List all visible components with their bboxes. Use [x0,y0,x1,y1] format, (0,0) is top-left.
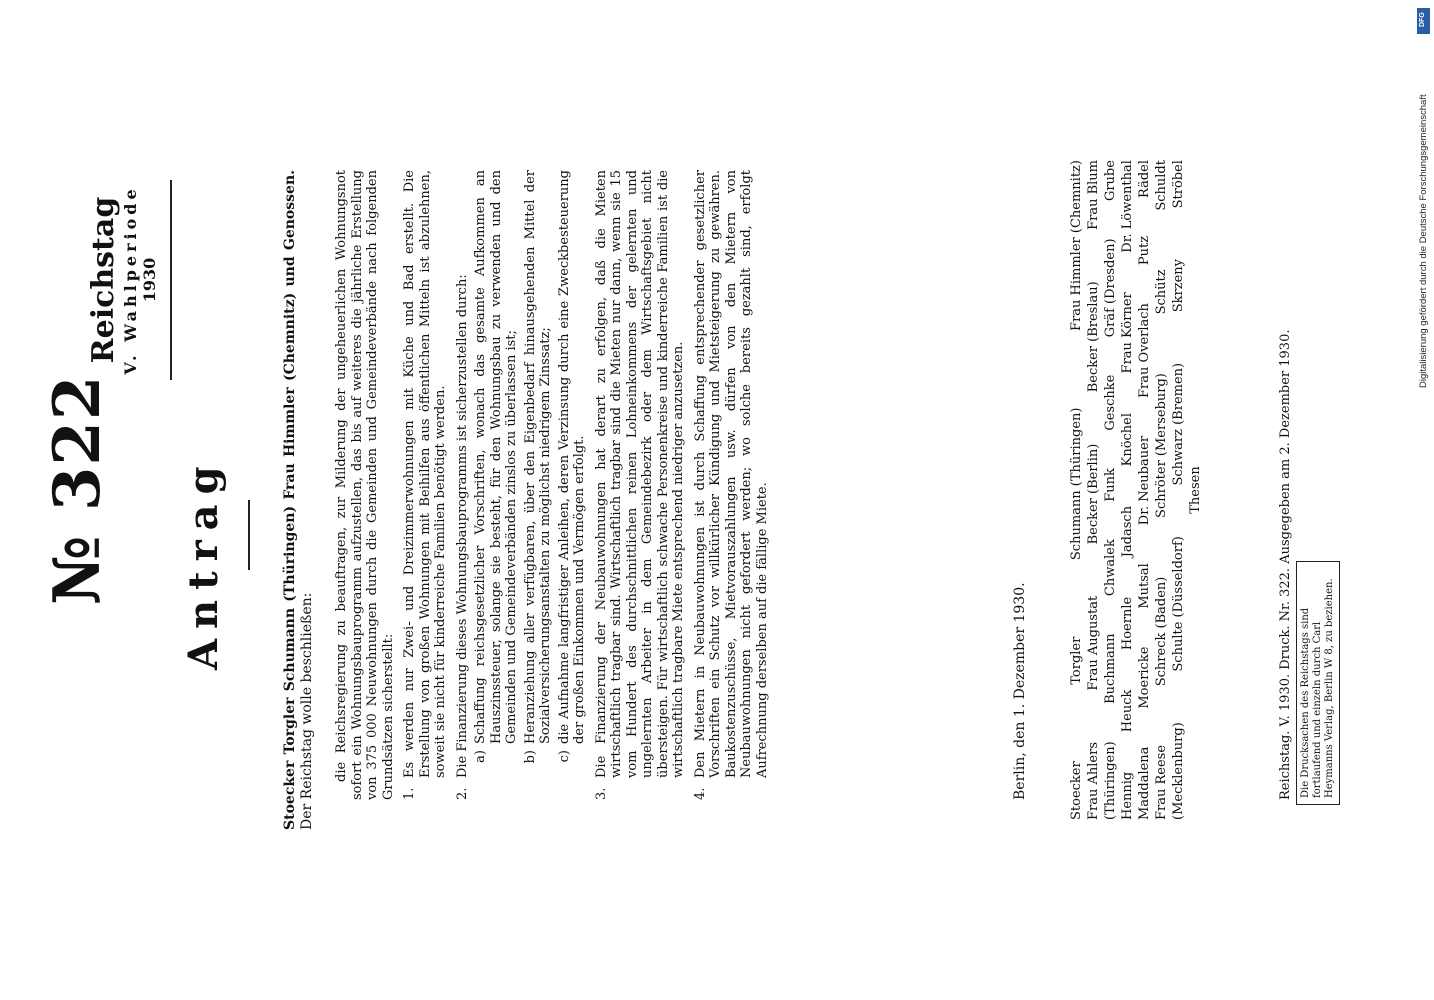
signer: Schuldt [1154,160,1169,211]
signers-row [1068,160,1085,820]
signer: Schwarz (Bremen) [1171,362,1186,486]
item-text: Die Finanzierung der Neubauwohnungen hat derart zu erfolgen, daß die Mieten wirtschaftlich tragbar sind. Wirtschaftlich tragbar sind die Mieten nur dann, wenn sie 15 vom Hundert des durchschnittlichen reinen Lohneinkommens der gelernten und ungelernten Arbeiter in dem Gemeindebezirk oder dem Wirtschaftsgebiet nicht übersteigen. Für wirtschaftlich schwache Personenkreise und kinderreiche Familien ist die wirtschaftlich tragbare Miete entsprechend niedriger anzusetzen. [593,170,686,778]
subitem-a [473,170,520,778]
signer: Dr. Löwenthal [1120,160,1135,253]
signer: Jadasch [1120,505,1135,558]
signer: Funk [1103,468,1118,502]
signers-row [1136,160,1153,820]
signers-row [1119,160,1136,820]
signers-row [1153,160,1170,820]
signer: Schreck (Baden) [1154,576,1169,687]
signer: Dr. Neubauer [1137,435,1152,526]
motion-body [334,170,770,800]
subitem-text: die Aufnahme langfristiger Anleihen, deren Verzinsung durch eine Zweckbesteuerung der großen Einkommen und Vermögen erfolgt. [556,170,587,744]
signer: Moericke [1137,646,1152,709]
signer: Knöchel [1120,412,1135,467]
signer: Hennig [1120,771,1135,820]
signer: Skrzeny [1171,259,1186,313]
signer: Ströbel [1171,160,1186,209]
signer: Schröter (Merseburg) [1154,373,1169,518]
signer: (Mecklenburg) [1171,722,1186,820]
signer: Frau Overlach [1137,303,1152,399]
subitem-label: b) [522,750,538,764]
header-rule [170,180,172,380]
signers-list [1068,160,1204,820]
signer: Becker (Berlin) [1086,443,1101,545]
resolution-text: Der Reichstag wolle beschließen: [299,592,315,830]
item-text: Den Mietern in Neubauwohnungen ist durch Schaffung entsprechender gesetzlicher Vorschriften ein Schutz vor willkürlicher Kündigung und Mietsteigerung zu gewähren. Baukostenzuschüsse, Mietvorauszahlungen usw. dürfen von den Mietern von Neubauwohnungen nicht gefordert werden; wo solche bereits gezahlt sind, erfolgt Aufrechnung derselben auf die fällige Miete. [692,170,770,778]
footer-line: Reichstag. V. 1930. Druck. Nr. 322. Ausgegeben am 2. Dezember 1930. [1278,329,1293,800]
subitem-text: Heranziehung aller verfügbaren, über den Eigenbedarf hinausgehenden Mittel der Sozialversicherungsanstalten zu möglichst niedrigem Zinssatz; [522,170,553,744]
footer-notice-box: Die Drucksachen des Reichstags sind fortlaufend und einzeln durch Carl Heymanns Verlag, Berlin W 8, zu beziehen. [1296,561,1340,805]
signer: Chwalek [1103,539,1118,597]
signer: Buchmann [1103,633,1118,704]
signer: Thesen [1188,466,1203,514]
item-4 [693,170,771,800]
document-heading: Antrag [180,456,227,670]
signer: Frau Augustat [1086,595,1101,691]
signer: Becker (Breslau) [1086,281,1101,393]
signers-row [1170,160,1187,820]
item-2 [455,170,588,800]
item-number: 2. [454,787,470,800]
digitization-note-text: Digitalisierung gefördert durch die Deutsche Forschungsgemeinschaft [1418,94,1429,388]
subitem-text: Schaffung reichsgesetzlicher Vorschriften, wonach das gesamte Aufkommen an Hauszinssteuer, solange sie besteht, für den Wohnungsbau zu verwenden und den Gemeinden und Gemeindeverbänden zinslos zu überlassen ist; [473,170,519,744]
signer: Heuck [1120,689,1135,733]
item-1 [402,170,449,800]
signer: Frau Blum [1086,160,1101,230]
signer: Grube [1103,160,1118,202]
signer: Hoernle [1120,596,1135,651]
subitem-label: c) [556,750,572,763]
signer: Geschke [1103,374,1118,431]
subitem-label: a) [473,750,488,763]
signer: Rädel [1137,160,1152,199]
signer: Schulte (Düsseldorf) [1171,536,1186,672]
signer: (Thüringen) [1103,741,1118,820]
signers-inline: Stoecker Torgler Schumann (Thüringen) Frau Himmler (Chemnitz) und Genossen. [282,170,298,830]
item-number: 4. [692,787,708,800]
signer: Schumann (Thüringen) [1069,407,1084,561]
subitem-b [523,170,554,778]
signer: Maddalena [1137,746,1152,820]
item-text: Die Finanzierung dieses Wohnungsbauprogramms ist sicherzustellen durch: [454,274,470,778]
year: 1930 [140,257,159,303]
heading-rule [248,500,250,570]
signer: Mutsal [1137,563,1152,609]
document-number: № 322 [40,374,115,605]
signer: Schütz [1154,269,1169,315]
signer: Gräf (Dresden) [1103,238,1118,338]
subitem-c [557,170,588,778]
intro-paragraph [282,170,316,830]
signer: Torgler [1069,636,1084,685]
date-line: Berlin, den 1. Dezember 1930. [1012,582,1028,800]
item-number: 3. [593,787,609,800]
signer: Frau Reese [1154,744,1169,820]
item-number: 1. [402,787,417,800]
reichstag-header [86,180,159,380]
signers-row [1085,160,1102,820]
reichstag-title: Reichstag [86,196,121,364]
wahlperiode: V. Wahlperiode [121,185,140,375]
lead-paragraph: die Reichsregierung zu beauftragen, zur Milderung der ungeheuerlichen Wohnungsnot sofort ein Wohnungsbauprogramm aufzustellen, das bis auf weiteres die jährliche Erstellung von 375 000 Neuwohnungen durch die Gemeinden und Gemeindeverbände nach folgenden Grundsätzen sicherstellt: [334,170,396,800]
signer: Stoecker [1069,761,1084,820]
signer: Frau Ahlers [1086,742,1101,820]
digitization-note [1414,8,1434,508]
signer: Frau Himmler (Chemnitz) [1069,160,1084,331]
signer: Putz [1137,235,1152,266]
signers-row [1102,160,1119,820]
dfg-logo-icon: DFG [1417,8,1430,34]
item-text: Es werden nur Zwei- und Dreizimmerwohnungen mit Küche und Bad erstellt. Die Erstellung von großen Wohnungen mit Beihilfen aus öffentlichen Mitteln ist abzulehnen, soweit sie nicht für kinderreiche Familien benötigt werden. [402,170,448,778]
signer: Frau Körner [1120,292,1135,374]
item-3 [594,170,687,800]
signers-row [1187,160,1204,820]
